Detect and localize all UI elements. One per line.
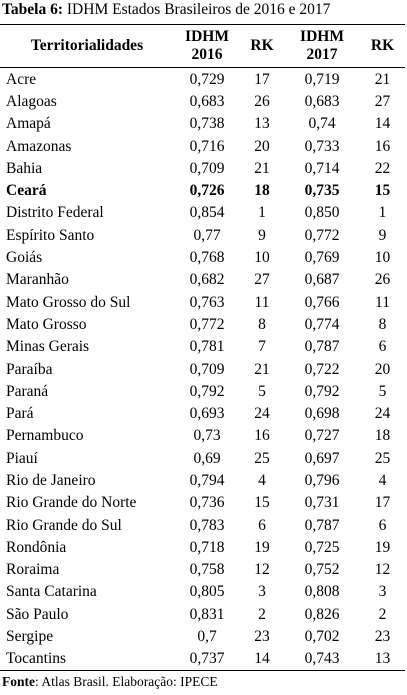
idhm-2017-cell: 0,702: [304, 628, 340, 646]
rk-2017-cell: 11: [375, 293, 390, 311]
rk-2017-cell: 26: [374, 271, 391, 289]
rk-2017-cell: 8: [378, 315, 387, 333]
idhm-2017-cell: 0,727: [304, 427, 340, 445]
idhm-2017-cell: 0,725: [304, 538, 340, 556]
idhm-2016-cell: 0,718: [189, 538, 225, 556]
state-name-cell: Pernambuco: [6, 427, 84, 445]
idhm-2016-cell: 0,77: [193, 226, 221, 244]
idhm-2017-cell: 0,796: [304, 471, 340, 489]
table-row: [0, 536, 405, 558]
header-territory: Territorialidades: [30, 37, 144, 54]
header-rk-2017: RK: [370, 37, 395, 54]
rk-2017-cell: 15: [374, 182, 391, 200]
idhm-2017-cell: 0,697: [304, 449, 340, 467]
rk-2017-cell: 12: [374, 561, 391, 579]
rk-2017-cell: 17: [374, 494, 391, 512]
rk-2016-cell: 27: [254, 271, 270, 289]
state-name-cell: Espírito Santo: [6, 226, 95, 244]
state-name-cell: Santa Catarina: [6, 583, 97, 601]
idhm-2017-cell: 0,74: [308, 115, 336, 133]
rk-2017-cell: 6: [378, 338, 387, 356]
idhm-2016-cell: 0,729: [189, 70, 225, 88]
idhm-2016-cell: 0,763: [189, 293, 225, 311]
idhm-2017-cell: 0,683: [304, 92, 340, 110]
state-name-cell: Rio Grande do Norte: [6, 494, 137, 512]
rk-2016-cell: 12: [254, 561, 270, 579]
idhm-2017-cell: 0,787: [304, 338, 340, 356]
table-row: [0, 269, 405, 291]
idhm-2016-cell: 0,737: [189, 650, 225, 668]
table-row: [0, 224, 405, 246]
table-row: [0, 402, 405, 424]
rk-2016-cell: 9: [258, 226, 266, 244]
idhm-2016-cell: 0,738: [189, 115, 225, 133]
caption-text: IDHM Estados Brasileiros de 2016 e 2017: [63, 1, 331, 18]
rk-2016-cell: 1: [258, 204, 266, 222]
rk-2017-cell: 24: [374, 405, 391, 423]
rk-2016-cell: 7: [258, 338, 266, 356]
rk-2016-cell: 11: [254, 293, 270, 311]
state-name-cell: Ceará: [6, 182, 47, 200]
state-name-cell: Sergipe: [6, 628, 54, 646]
rk-2016-cell: 15: [254, 494, 270, 512]
idhm-2017-cell: 0,698: [304, 405, 340, 423]
rk-2016-cell: 8: [258, 315, 266, 333]
table-row: [0, 113, 405, 135]
state-name-cell: Tocantins: [6, 650, 67, 668]
table-row: [0, 514, 405, 536]
idhm-2016-cell: 0,682: [189, 271, 225, 289]
rk-2017-cell: 6: [378, 516, 387, 534]
idhm-2017-cell: 0,719: [304, 70, 340, 88]
rk-2016-cell: 20: [254, 137, 270, 155]
state-name-cell: Amazonas: [6, 137, 72, 155]
rk-2017-cell: 1: [378, 204, 387, 222]
idhm-2016-cell: 0,768: [189, 249, 225, 267]
state-name-cell: Rondônia: [6, 538, 67, 556]
idhm-2016-cell: 0,758: [189, 561, 225, 579]
rk-2017-cell: 27: [374, 92, 391, 110]
idhm-2016-cell: 0,854: [189, 204, 225, 222]
state-name-cell: Mato Grosso do Sul: [6, 293, 131, 311]
state-name-cell: Rio Grande do Sul: [6, 516, 122, 534]
idhm-2016-cell: 0,783: [189, 516, 225, 534]
rk-2016-cell: 21: [254, 360, 270, 378]
idhm-2017-cell: 0,752: [304, 561, 340, 579]
table-row: [0, 603, 405, 625]
state-name-cell: Amapá: [6, 115, 51, 133]
rk-2016-cell: 16: [254, 427, 270, 445]
idhm-2016-cell: 0,794: [189, 471, 225, 489]
table-body: [0, 68, 405, 671]
rk-2016-cell: 10: [254, 249, 270, 267]
rk-2017-cell: 18: [374, 427, 391, 445]
state-name-cell: Alagoas: [6, 92, 57, 110]
header-idhm-2017-line1: IDHM: [300, 28, 344, 45]
rk-2016-cell: 19: [254, 538, 270, 556]
table-row: [0, 157, 405, 179]
state-name-cell: Paraná: [6, 382, 49, 400]
idhm-2016-cell: 0,709: [189, 360, 225, 378]
rk-2017-cell: 19: [374, 538, 391, 556]
rk-2017-cell: 10: [374, 249, 391, 267]
table-row: [0, 291, 405, 313]
rk-2016-cell: 26: [254, 92, 270, 110]
idhm-2016-cell: 0,69: [193, 449, 221, 467]
idhm-2017-cell: 0,731: [304, 494, 340, 512]
rk-2016-cell: 17: [254, 70, 270, 88]
table-row: [0, 358, 405, 380]
state-name-cell: Pará: [6, 405, 34, 423]
rk-2016-cell: 14: [254, 650, 270, 668]
rk-2017-cell: 2: [378, 605, 387, 623]
table-row: [0, 625, 405, 647]
header-idhm-2016: [174, 25, 240, 68]
idhm-2017-cell: 0,766: [304, 293, 340, 311]
state-name-cell: Roraima: [6, 561, 60, 579]
source-note: [2, 673, 218, 691]
state-name-cell: São Paulo: [6, 605, 69, 623]
idhm-2016-cell: 0,709: [189, 159, 225, 177]
state-name-cell: Acre: [6, 70, 37, 88]
state-name-cell: Piauí: [6, 449, 38, 467]
table-row: [0, 336, 405, 358]
idhm-2017-cell: 0,787: [304, 516, 340, 534]
idhm-2017-cell: 0,743: [304, 650, 340, 668]
header-idhm-2017-line2: 2017: [306, 46, 338, 63]
header-rk-2016: RK: [250, 37, 274, 54]
rk-2017-cell: 14: [374, 115, 391, 133]
idhm-2017-cell: 0,850: [304, 204, 340, 222]
rk-2017-cell: 3: [378, 583, 387, 601]
table-row: [0, 380, 405, 402]
idhm-2017-cell: 0,772: [304, 226, 340, 244]
table-row: [0, 246, 405, 268]
idhm-2016-cell: 0,772: [189, 315, 225, 333]
table-row: [0, 581, 405, 603]
rk-2016-cell: 4: [258, 471, 266, 489]
rk-2016-cell: 21: [254, 159, 270, 177]
rk-2017-cell: 9: [378, 226, 387, 244]
table-row: [0, 179, 405, 201]
idhm-2017-cell: 0,826: [304, 605, 340, 623]
state-name-cell: Distrito Federal: [6, 204, 104, 222]
idhm-2017-cell: 0,687: [304, 271, 340, 289]
rk-2017-cell: 23: [374, 628, 391, 646]
table-row: [0, 447, 405, 469]
table-row: [0, 68, 405, 91]
table-row: [0, 559, 405, 581]
header-idhm-2016-line2: 2016: [191, 46, 223, 63]
state-name-cell: Paraíba: [6, 360, 53, 378]
idhm-2016-cell: 0,683: [189, 92, 225, 110]
idhm-2017-cell: 0,735: [304, 182, 340, 200]
table-caption: [2, 0, 330, 20]
state-name-cell: Rio de Janeiro: [6, 471, 96, 489]
idhm-2016-cell: 0,693: [189, 405, 225, 423]
rk-2016-cell: 6: [258, 516, 266, 534]
idhm-2017-cell: 0,792: [304, 382, 340, 400]
rk-2016-cell: 24: [254, 405, 270, 423]
header-idhm-2016-line1: IDHM: [185, 28, 229, 45]
rk-2016-cell: 25: [254, 449, 270, 467]
source-label: Fonte: [2, 674, 35, 689]
idhm-2016-cell: 0,716: [189, 137, 225, 155]
table-header: [0, 25, 405, 68]
state-name-cell: Goiás: [6, 249, 43, 267]
rk-2017-cell: 4: [378, 471, 387, 489]
idhm-2016-cell: 0,805: [189, 583, 225, 601]
header-idhm-2017: [284, 25, 360, 68]
idhm-2016-cell: 0,781: [189, 338, 225, 356]
idhm-2016-cell: 0,831: [189, 605, 225, 623]
table-row: [0, 202, 405, 224]
idhm-2017-cell: 0,714: [304, 159, 340, 177]
rk-2016-cell: 18: [254, 182, 270, 200]
header-row: [0, 25, 405, 68]
rk-2016-cell: 5: [258, 382, 266, 400]
table-row: [0, 425, 405, 447]
table-row: [0, 135, 405, 157]
rk-2017-cell: 21: [374, 70, 391, 88]
rk-2016-cell: 13: [254, 115, 270, 133]
state-name-cell: Bahia: [6, 159, 43, 177]
idhm-2017-cell: 0,733: [304, 137, 340, 155]
table-row: [0, 90, 405, 112]
rk-2016-cell: 23: [254, 628, 270, 646]
rk-2016-cell: 3: [258, 583, 266, 601]
idhm-table: [0, 24, 405, 671]
rk-2017-cell: 22: [374, 159, 391, 177]
table-row: [0, 492, 405, 514]
idhm-2016-cell: 0,73: [193, 427, 221, 445]
rk-2017-cell: 16: [374, 137, 391, 155]
rk-2017-cell: 25: [374, 449, 391, 467]
idhm-2017-cell: 0,722: [304, 360, 340, 378]
idhm-2017-cell: 0,769: [304, 249, 340, 267]
rk-2017-cell: 5: [378, 382, 387, 400]
idhm-2016-cell: 0,736: [189, 494, 225, 512]
table-row: [0, 313, 405, 335]
rk-2017-cell: 20: [374, 360, 391, 378]
idhm-2017-cell: 0,774: [304, 315, 340, 333]
idhm-2016-cell: 0,792: [189, 382, 225, 400]
idhm-2016-cell: 0,726: [189, 182, 225, 200]
idhm-2016-cell: 0,7: [197, 628, 217, 646]
state-name-cell: Maranhão: [6, 271, 69, 289]
state-name-cell: Mato Grosso: [6, 315, 87, 333]
state-name-cell: Minas Gerais: [6, 338, 90, 356]
source-text: : Atlas Brasil. Elaboração: IPECE: [35, 674, 218, 689]
caption-label: Tabela 6:: [2, 1, 64, 18]
table-row: [0, 648, 405, 671]
rk-2016-cell: 2: [258, 605, 266, 623]
rk-2017-cell: 13: [374, 650, 391, 668]
idhm-2017-cell: 0,808: [304, 583, 340, 601]
table-row: [0, 469, 405, 491]
